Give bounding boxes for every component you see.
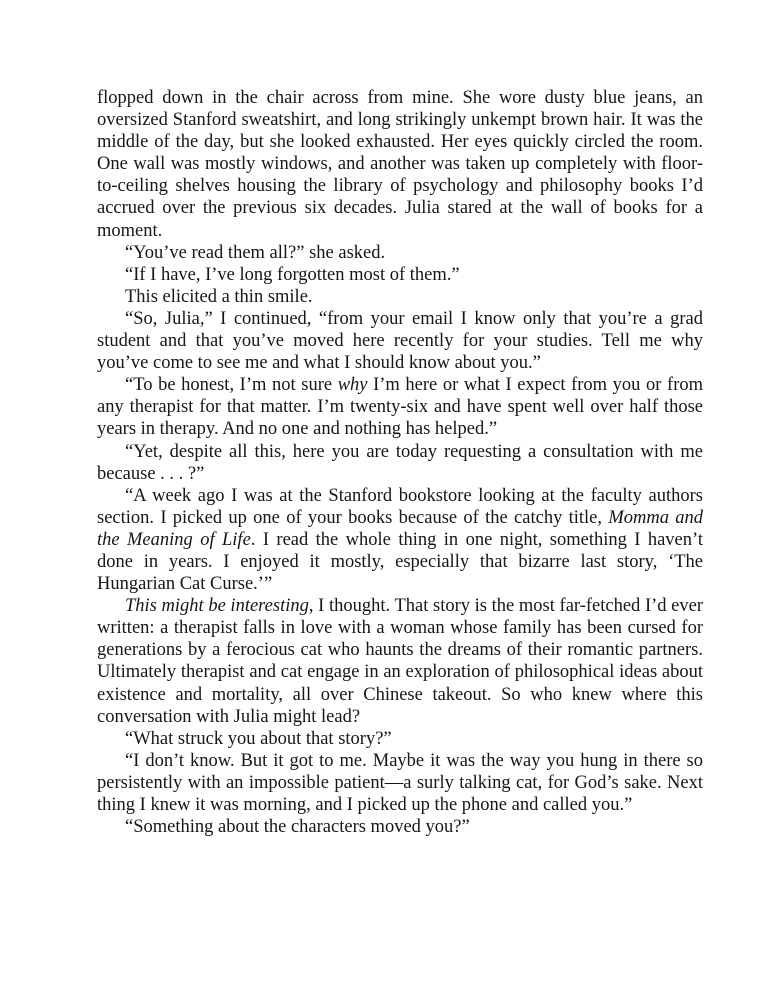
paragraph-10 [97,728,703,750]
paragraph-11 [97,750,703,816]
italic-run: Momma and the Meaning of Life [97,507,703,550]
text-run: “So, Julia,” I continued, “from your email I know only that you’re a grad student and that you’ve moved here recently for your studies. Tell me why you’ve come to see me and what I should know about you.” [97,308,703,374]
paragraph-12 [97,816,703,838]
text-run: “A week ago I was at the Stanford bookstore looking at the faculty authors section. I picked up one of your books because of the catchy title, [97,485,703,528]
paragraph-4 [97,286,703,308]
text-run: I’m here or what I expect from you or from any therapist for that matter. I’m twenty-six and have spent well over half those years in therapy. And no one and nothing has helped.” [97,375,704,440]
paragraph-3 [97,264,703,286]
text-run: “If I have, I’ve long forgotten most of them.” [125,264,460,285]
text-run: “To be honest, I’m not sure [125,375,338,396]
text-run: flopped down in the chair across from mine. She wore dusty blue jeans, an oversized Stanford sweatshirt, and long strikingly unkempt brown hair. It was the middle of the day, but she looked exhausted. Her eyes quickly circled the room. One wall was mostly windows, and another was taken up completely with floor-to-ceiling shelves housing the library of psychology and philosophy books I’d accrued over the previous six decades. Julia stared at the wall of books for a moment. [97,88,703,241]
paragraph-1 [97,87,703,242]
text-run: “Yet, despite all this, here you are today requesting a consultation with me because . . . ?” [97,441,703,484]
paragraph-9 [97,595,703,728]
text-run: This elicited a thin smile. [125,286,313,307]
text-run: “Something about the characters moved you?” [125,817,470,838]
text-run: “You’ve read them all?” she asked. [125,242,386,263]
paragraph-8 [97,485,703,595]
text-run: . I read the whole thing in one night, something I haven’t done in years. I enjoyed it mostly, especially that bizarre last story, ‘The Hungarian Cat Curse.’” [97,529,703,595]
paragraph-2 [97,242,703,264]
page-body [97,87,703,838]
italic-run: This might be interesting [125,596,309,617]
text-run: “I don’t know. But it got to me. Maybe it was the way you hung in there so persistently with an impossible patient—a surly talking cat, for God’s sake. Next thing I knew it was morning, and I picked up the phone and called you.” [97,750,703,815]
text-run: “What struck you about that story?” [125,728,392,749]
paragraph-5 [97,308,703,374]
italic-run: why [337,375,368,396]
paragraph-6 [97,374,703,440]
paragraph-7 [97,441,703,485]
text-run: , I thought. That story is the most far-fetched I’d ever written: a therapist falls in love with a woman whose family has been cursed for generations by a ferocious cat who haunts the dreams of their romantic partners. Ultimately therapist and cat engage in an exploration of philosophical ideas about existence and mortality, all over Chinese takeout. So who knew where this conversation with Julia might lead? [97,596,703,727]
